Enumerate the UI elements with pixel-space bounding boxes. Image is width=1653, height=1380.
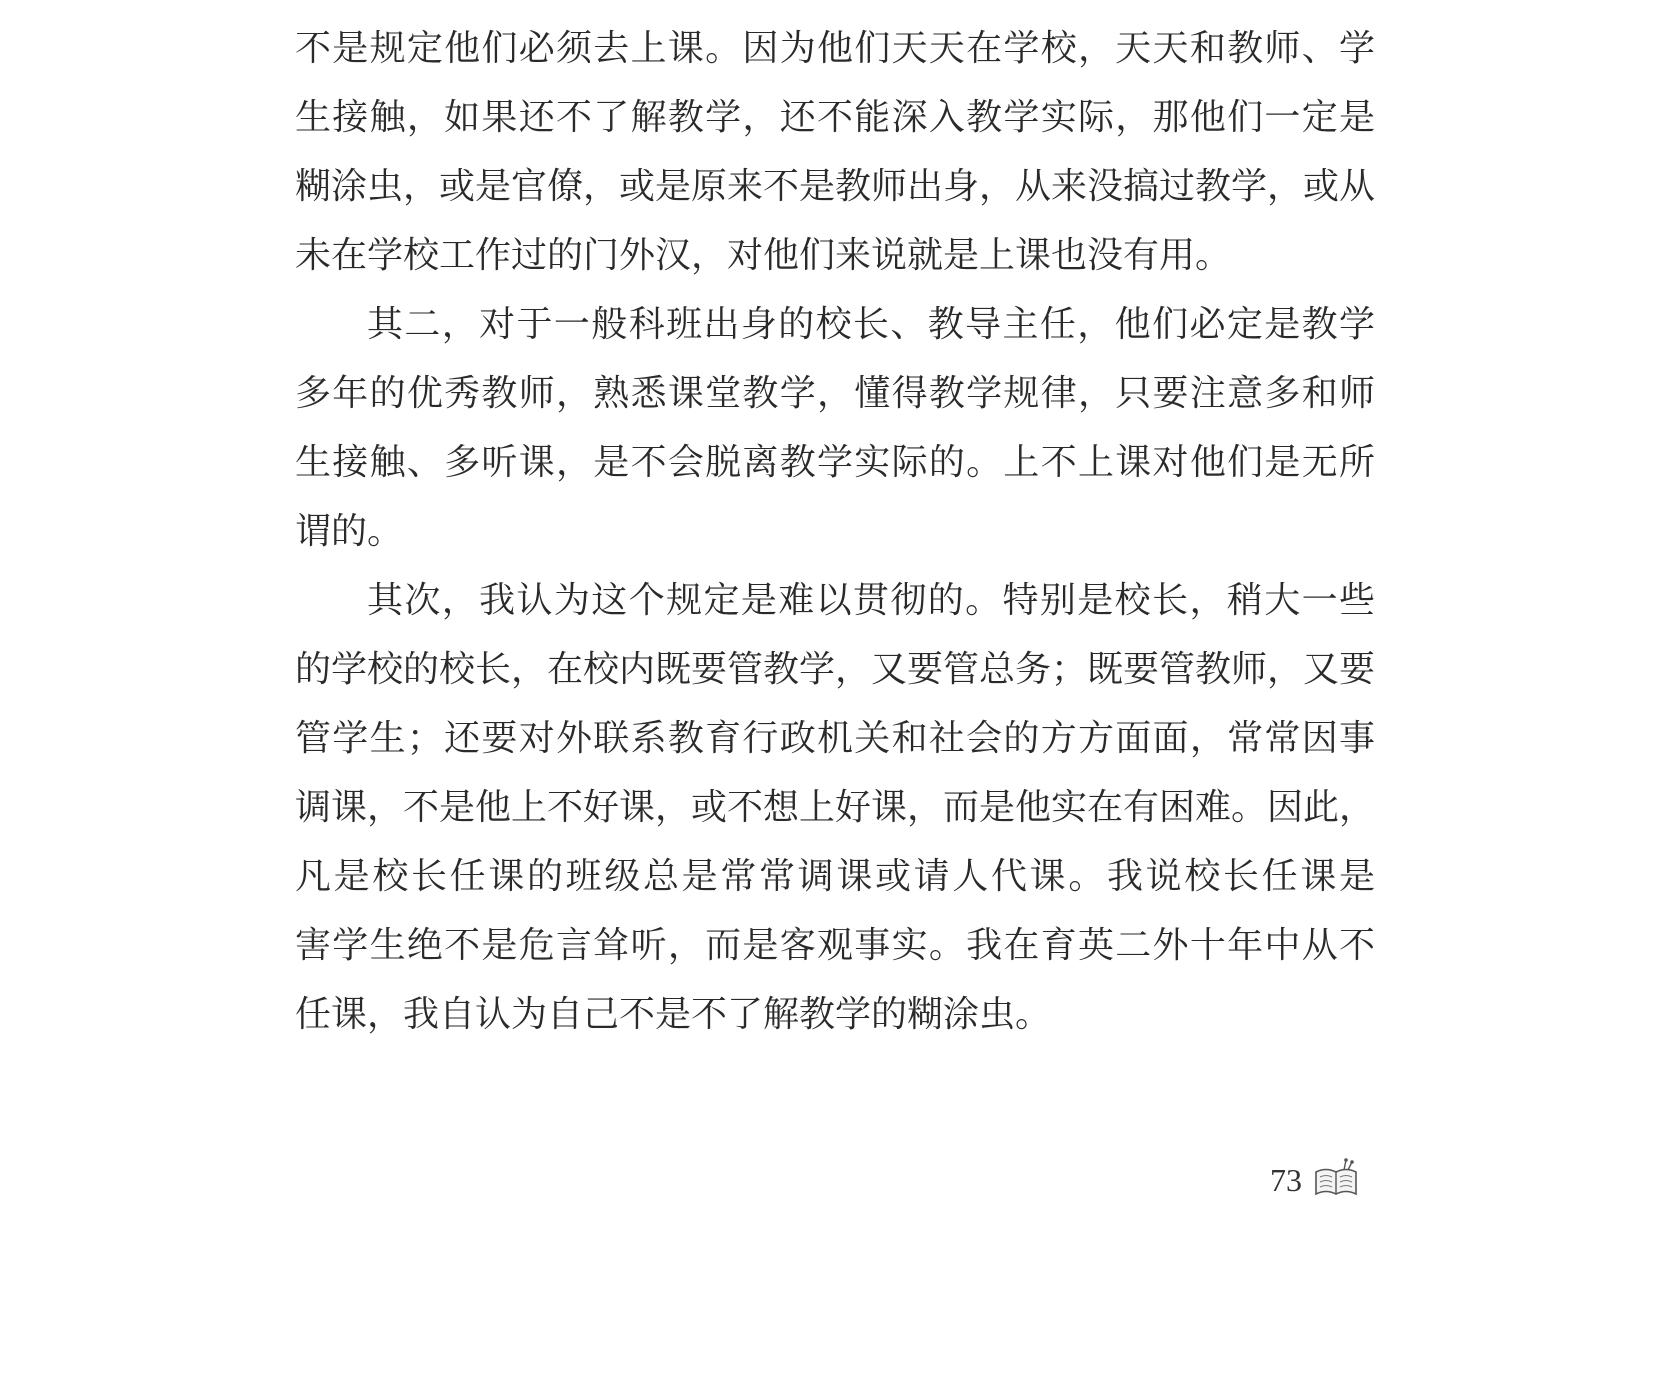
text-line: 其次，我认为这个规定是难以贯彻的。特别是校长，稍大一些: [367, 580, 1375, 621]
page-number: 73: [1270, 1161, 1302, 1198]
paragraph-1: [295, 14, 1375, 290]
text-line: 管学生；还要对外联系教育行政机关和社会的方方面面，常常因事: [295, 718, 1375, 759]
text-line: 凡是校长任课的班级总是常常调课或请人代课。我说校长任课是: [295, 856, 1375, 897]
text-line: 其二，对于一般科班出身的校长、教导主任，他们必定是教学: [367, 304, 1375, 345]
text-line: 不是规定他们必须去上课。因为他们天天在学校，天天和教师、学: [295, 28, 1375, 69]
text-line: 生接触，如果还不了解教学，还不能深入教学实际，那他们一定是: [295, 97, 1375, 138]
paragraph-2: [295, 290, 1375, 566]
text-line: 害学生绝不是危言耸听，而是客观事实。我在育英二外十年中从不: [295, 925, 1375, 966]
text-line: 生接触、多听课，是不会脱离教学实际的。上不上课对他们是无所: [295, 442, 1375, 483]
page-footer: [1270, 1150, 1360, 1210]
text-line: 谓的。: [295, 511, 404, 552]
body-text: [295, 14, 1375, 1049]
text-line: 多年的优秀教师，熟悉课堂教学，懂得教学规律，只要注意多和师: [295, 373, 1375, 414]
text-line: 调课，不是他上不好课，或不想上好课，而是他实在有困难。因此，: [295, 787, 1376, 828]
text-line: 糊涂虫，或是官僚，或是原来不是教师出身，从来没搞过教学，或从: [295, 166, 1376, 207]
text-line: 任课，我自认为自己不是不了解教学的糊涂虫。: [295, 994, 1052, 1035]
paragraph-3: [295, 566, 1375, 1049]
text-line: 未在学校工作过的门外汉，对他们来说就是上课也没有用。: [295, 235, 1232, 276]
text-line: 的学校的校长，在校内既要管教学，又要管总务；既要管教师，又要: [295, 649, 1376, 690]
open-book-icon: [1312, 1156, 1360, 1204]
